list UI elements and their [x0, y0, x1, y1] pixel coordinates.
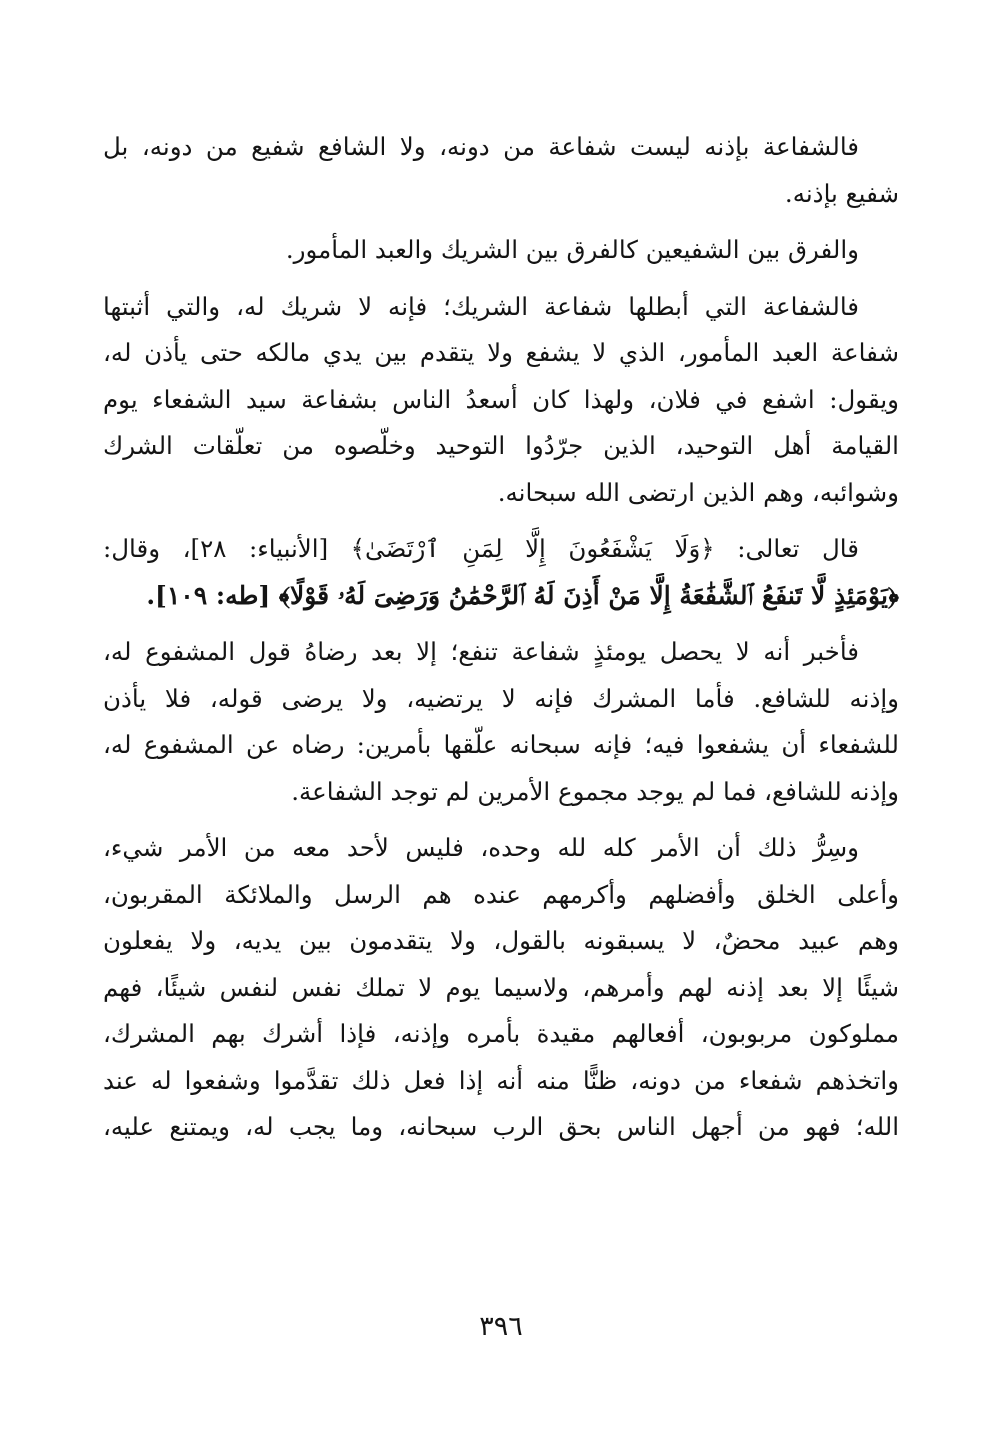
text-line: فالشفاعة بإذنه ليست شفاعة من دونه، ولا الشافع شفيع من دونه، بل	[103, 132, 859, 161]
text-line: وإذنه للشافع. فأما المشرك فإنه لا يرتضيه، ولا يرضى قوله، فلا يأذن	[103, 683, 899, 713]
text-line: الله؛ فهو من أجهل الناس بحق الرب سبحانه، وما يجب له، ويمتنع عليه،	[103, 1112, 899, 1141]
text-line: شفاعة العبد المأمور، الذي لا يشفع ولا يتقدم بين يدي مالكه حتى يأذن له،	[103, 338, 899, 367]
text-line: فأخبر أنه لا يحصل يومئذٍ شفاعة تنفع؛ إلا بعد رضاهُ قول المشفوع له،	[103, 637, 859, 666]
paragraph-2	[103, 227, 899, 274]
paragraph-4-quran-citation	[103, 526, 899, 619]
text-line: وأعلى الخلق وأفضلهم وأكرمهم عنده هم الرسل والملائكة المقربون،	[103, 879, 899, 909]
text-line: ويقول: اشفع في فلان، ولهذا كان أسعدُ الناس بشفاعة سيد الشفعاء يوم	[103, 384, 899, 414]
text-line: وسِرُّ ذلك أن الأمر كله لله وحده، فليس لأحد معه من الأمر شيء،	[103, 833, 859, 862]
paragraph-3	[103, 284, 899, 517]
text-line: فالشفاعة التي أبطلها شفاعة الشريك؛ فإنه لا شريك له، والتي أثبتها	[103, 291, 859, 321]
body-text	[103, 124, 899, 1161]
text-line: وشوائبه، وهم الذين ارتضى الله سبحانه.	[497, 477, 899, 507]
text-line: شفيع بإذنه.	[784, 178, 899, 208]
text-line: للشفعاء أن يشفعوا فيه؛ فإنه سبحانه علّقها بأمرين: رضاه عن المشفوع له،	[103, 730, 899, 759]
text-line: واتخذهم شفعاء من دونه، ظنًّا منه أنه إذا فعل ذلك تقدَّموا وشفعوا له عند	[103, 1065, 899, 1095]
page-number: ٣٩٦	[479, 1311, 523, 1342]
text-line: مملوكون مربوبون، أفعالهم مقيدة بأمره وإذنه، فإذا أشرك بهم المشرك،	[103, 1019, 899, 1048]
text-line: وإذنه للشافع، فما لم يوجد مجموع الأمرين لم توجد الشفاعة.	[291, 776, 899, 806]
paragraph-1	[103, 124, 899, 217]
text-line: والفرق بين الشفيعين كالفرق بين الشريك والعبد المأمور.	[285, 235, 859, 264]
text-line: القيامة أهل التوحيد، الذين جرّدُوا التوحيد وخلّصوه من تعلّقات الشرك	[103, 431, 899, 460]
text-line: وهم عبيد محضٌ، لا يسبقونه بالقول، ولا يتقدمون بين يديه، ولا يفعلون	[103, 926, 899, 955]
text-line: شيئًا إلا بعد إذنه لهم وأمرهم، ولاسيما يوم لا تملك نفس لنفس شيئًا، فهم	[103, 972, 899, 1002]
quran-verse-line: ﴿يَوْمَئِذٍ لَّا تَنفَعُ ٱلشَّفَٰعَةُ إِلَّا مَنْ أَذِنَ لَهُ ٱلرَّحْمَٰنُ وَرَضِىَ لَهُۥ قَوْلًا﴾ [طه: ١٠٩].	[146, 580, 899, 610]
paragraph-5	[103, 629, 899, 815]
text-line: قال تعالى: ﴿وَلَا يَشْفَعُونَ إِلَّا لِمَنِ ٱرْتَضَىٰ﴾ [الأنبياء: ٢٨]، وقال:	[103, 534, 859, 563]
paragraph-6	[103, 825, 899, 1151]
